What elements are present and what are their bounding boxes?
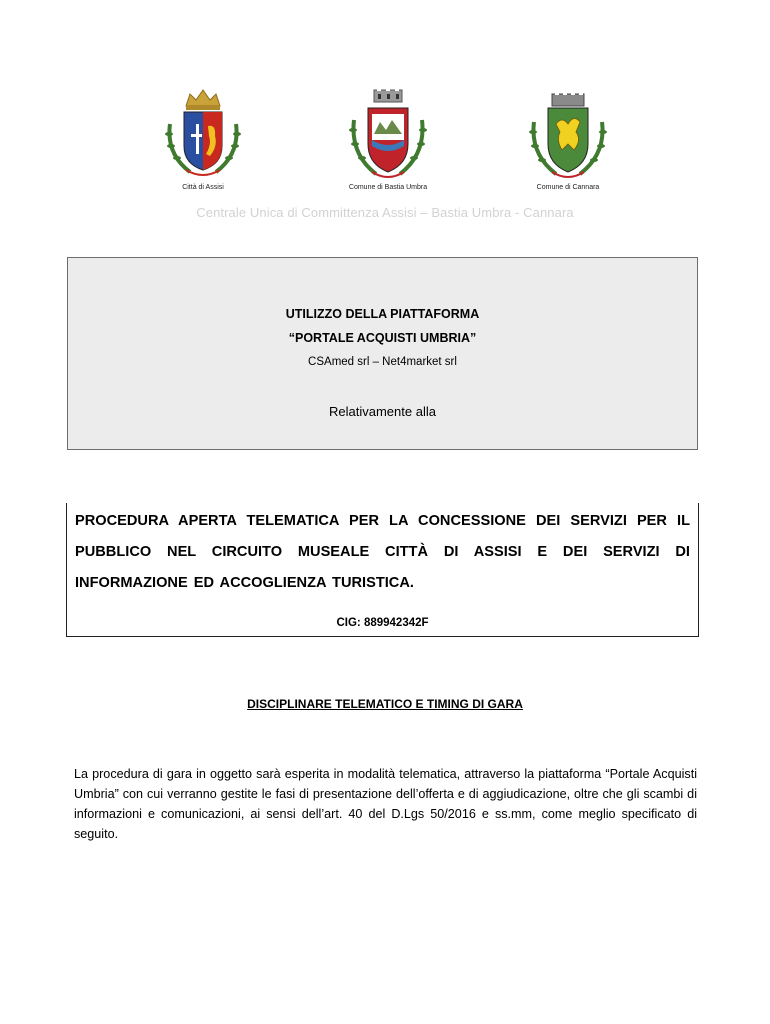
cannara-coat-of-arms-icon xyxy=(526,86,610,184)
crest-assisi xyxy=(160,84,246,196)
procedure-title: PROCEDURA APERTA TELEMATICA PER LA CONCESSIONE DEI SERVIZI PER IL PUBBLICO NEL CIRCUITO MUSEALE CITTÀ DI ASSISI E DEI SERVIZI DI INFORMAZIONE ED ACCOGLIENZA TURISTICA. xyxy=(75,513,690,591)
section-title: DISCIPLINARE TELEMATICO E TIMING DI GARA xyxy=(247,697,523,711)
crest-cannara xyxy=(526,86,610,196)
platform-info-box xyxy=(67,257,698,450)
central-purchasing-unit-heading: Centrale Unica di Committenza Assisi – Bastia Umbra - Cannara xyxy=(196,205,574,220)
platform-title: UTILIZZO DELLA PIATTAFORMA xyxy=(285,307,480,321)
crest-bastia-umbra xyxy=(344,84,432,196)
platform-name: “PORTALE ACQUISTI UMBRIA” xyxy=(288,331,477,345)
crest-caption-cannara: Comune di Cannara xyxy=(536,184,600,191)
body-paragraph: La procedura di gara in oggetto sarà esperita in modalità telematica, attraverso la piattaforma “Portale Acquisti Umbria” con cui verranno gestite le fasi di presentazione dell’offerta e di aggiudicazione, oltre che gli scambi di informazioni e comunicazioni, ai sensi dell’art. 40 del D.Lgs 50/2016 e ss.mm, come meglio specificato di seguito. xyxy=(74,767,697,841)
platform-provider: CSAmed srl – Net4market srl xyxy=(308,356,457,368)
cig-code: CIG: 889942342F xyxy=(336,617,429,629)
bastia-coat-of-arms-icon xyxy=(344,84,432,184)
relative-to-label: Relativamente alla xyxy=(329,404,436,419)
crest-caption-bastia-umbra: Comune di Bastia Umbra xyxy=(348,184,428,191)
crest-caption-assisi: Città di Assisi xyxy=(182,184,224,191)
procedure-box xyxy=(66,503,699,637)
assisi-coat-of-arms-icon xyxy=(160,84,246,184)
